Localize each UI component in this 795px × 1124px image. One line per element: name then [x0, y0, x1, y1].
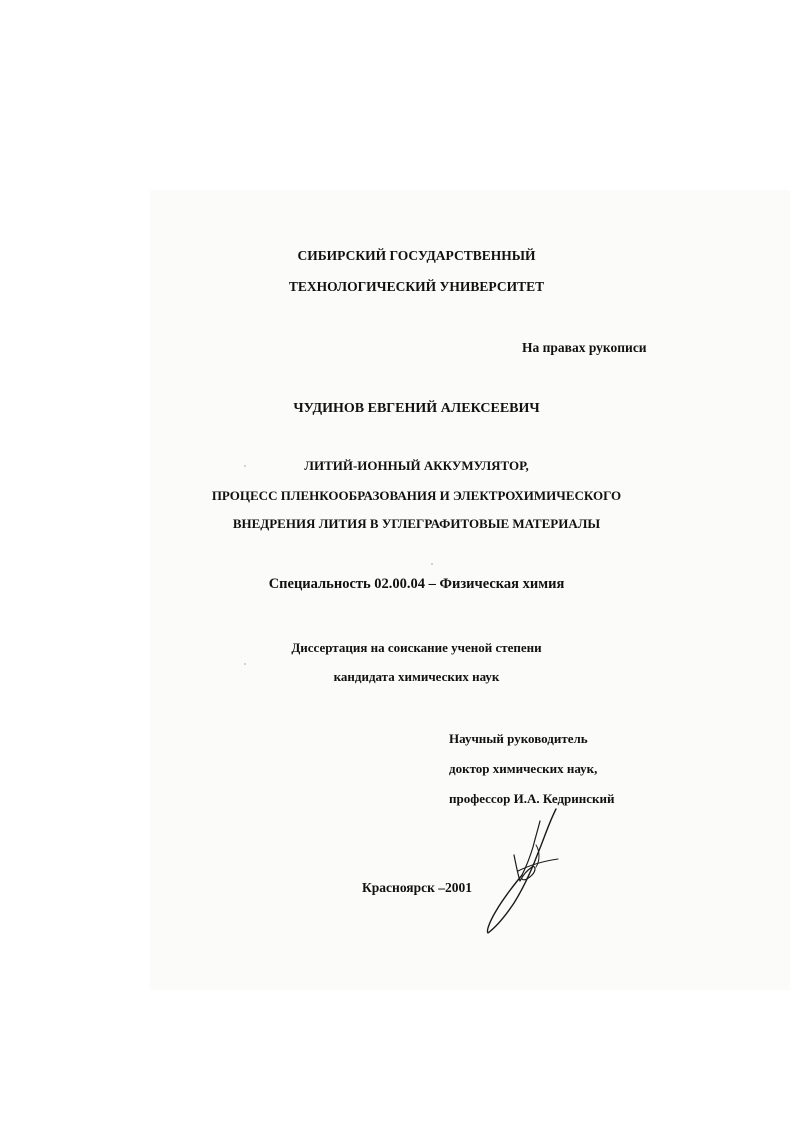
- city-and-year: Красноярск –2001: [362, 880, 473, 895]
- scan-speck: [431, 563, 433, 565]
- scan-speck: [244, 663, 246, 665]
- university-name-line-2: ТЕХНОЛОГИЧЕСКИЙ УНИВЕРСИТЕТ: [288, 279, 545, 294]
- author-name: ЧУДИНОВ ЕВГЕНИЙ АЛЕКСЕЕВИЧ: [293, 401, 540, 416]
- manuscript-rights-note: На правах рукописи: [522, 340, 647, 355]
- advisor-role: Научный руководитель: [449, 731, 588, 746]
- thesis-title-line-1: ЛИТИЙ-ИОННЫЙ АККУМУЛЯТОР,: [304, 458, 529, 473]
- advisor-name: профессор И.А. Кедринский: [449, 791, 615, 806]
- handwritten-signature: [478, 805, 568, 940]
- dissertation-degree-line-2: кандидата химических наук: [333, 669, 500, 684]
- thesis-title-line-2: ПРОЦЕСС ПЛЕНКООБРАЗОВАНИЯ И ЭЛЕКТРОХИМИЧЕСКОГО: [211, 488, 622, 503]
- specialty-line: Специальность 02.00.04 – Физическая химия: [268, 576, 565, 592]
- advisor-degree: доктор химических наук,: [449, 761, 598, 776]
- university-name-line-1: СИБИРСКИЙ ГОСУДАРСТВЕННЫЙ: [297, 248, 536, 263]
- dissertation-degree-line-1: Диссертация на соискание ученой степени: [291, 640, 542, 655]
- thesis-title-line-3: ВНЕДРЕНИЯ ЛИТИЯ В УГЛЕГРАФИТОВЫЕ МАТЕРИАЛЫ: [232, 516, 601, 531]
